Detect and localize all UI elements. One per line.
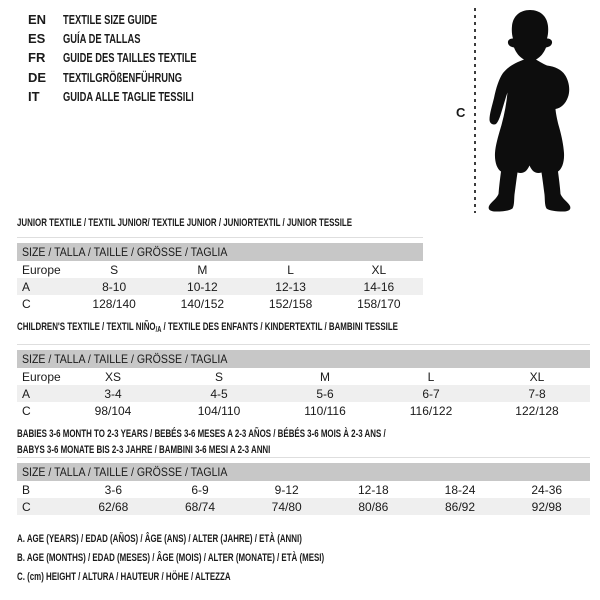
table-row bbox=[17, 261, 423, 278]
cell: M bbox=[320, 369, 330, 384]
cell: L bbox=[427, 369, 435, 384]
language-row-de bbox=[28, 68, 248, 87]
cell: 74/80 bbox=[271, 499, 302, 514]
cell: 12-13 bbox=[275, 279, 306, 294]
cell: 10-12 bbox=[187, 279, 218, 294]
junior-size-table bbox=[17, 237, 423, 312]
language-text: GUIDE DES TAILLES TEXTILE bbox=[63, 50, 197, 66]
table-row bbox=[17, 385, 590, 402]
cell: 14-16 bbox=[363, 279, 395, 294]
language-row-en bbox=[28, 10, 248, 29]
cell: L bbox=[287, 262, 294, 277]
baby-silhouette bbox=[485, 8, 575, 219]
table-header-bar bbox=[17, 463, 590, 481]
size-header-label: SIZE / TALLA / TAILLE / GRÖSSE / TAGLIA bbox=[22, 465, 228, 479]
cell: 3-6 bbox=[104, 482, 122, 497]
cell: 5-6 bbox=[316, 386, 334, 401]
cell: 8-10 bbox=[102, 279, 127, 294]
babies-section-title bbox=[17, 426, 529, 458]
height-dotted-line bbox=[474, 8, 476, 213]
babies-size-table bbox=[17, 457, 590, 515]
cell: 18-24 bbox=[444, 482, 476, 497]
row-label: B bbox=[22, 482, 31, 497]
babies-title-line1: BABIES 3-6 MONTH TO 2-3 YEARS / BEBÉS 3-6 MESES A 2-3 AÑOS / BÉBÉS 3-6 MOIS À 2-3 ANS / bbox=[17, 428, 386, 440]
language-text: GUIDA ALLE TAGLIE TESSILI bbox=[63, 88, 194, 104]
cell: XS bbox=[104, 369, 121, 384]
row-label: A bbox=[22, 279, 31, 294]
row-label: C bbox=[22, 296, 31, 311]
cell: 152/158 bbox=[268, 296, 313, 311]
cell: 9-12 bbox=[274, 482, 299, 497]
language-row-it bbox=[28, 87, 248, 106]
height-label-c: C bbox=[456, 105, 466, 120]
cell: 12-18 bbox=[358, 482, 389, 497]
children-title-text bbox=[17, 319, 398, 338]
cell: 6-9 bbox=[191, 482, 209, 497]
cell: 122/128 bbox=[515, 403, 559, 418]
row-label: C bbox=[22, 499, 31, 514]
table-header-bar bbox=[17, 350, 590, 368]
cell: 110/116 bbox=[304, 403, 346, 418]
cell: 128/140 bbox=[92, 296, 136, 311]
row-label: Europe bbox=[22, 262, 61, 277]
cell: 24-36 bbox=[531, 482, 563, 497]
language-row-fr bbox=[28, 48, 248, 67]
size-header-label: SIZE / TALLA / TAILLE / GRÖSSE / TAGLIA bbox=[22, 352, 228, 366]
cell: 68/74 bbox=[184, 499, 216, 514]
language-code: EN bbox=[28, 12, 47, 27]
table-row bbox=[17, 402, 590, 419]
cell: 158/170 bbox=[357, 296, 401, 311]
language-code: DE bbox=[28, 69, 47, 85]
babies-title-line2: BABYS 3-6 MONATE BIS 2-3 JAHRE / BAMBINI 3-6 MESI A 2-3 ANNI bbox=[17, 444, 271, 456]
legend-line-b: B. AGE (MONTHS) / EDAD (MESES) / ÂGE (MOIS) / ALTER (MONATE) / ETÀ (MESI) bbox=[17, 552, 325, 564]
baby-silhouette-icon bbox=[485, 8, 575, 214]
cell: 116/122 bbox=[409, 403, 453, 418]
row-label: Europe bbox=[22, 369, 61, 384]
language-code: IT bbox=[28, 88, 40, 104]
language-code: FR bbox=[28, 50, 46, 66]
measurement-legend bbox=[17, 530, 444, 587]
cell: XL bbox=[529, 369, 545, 384]
children-section-title bbox=[17, 319, 546, 338]
legend-line-c: C. (cm) HEIGHT / ALTURA / HAUTEUR / HÖHE / ALTEZZA bbox=[17, 571, 231, 583]
row-label: A bbox=[22, 386, 31, 401]
cell: 80/86 bbox=[358, 499, 389, 514]
row-label: C bbox=[22, 403, 31, 418]
children-title-subscript: /A bbox=[155, 325, 162, 334]
cell: 7-8 bbox=[528, 386, 546, 401]
cell: 92/98 bbox=[531, 499, 562, 514]
cell: S bbox=[214, 369, 223, 384]
children-size-table bbox=[17, 344, 590, 419]
language-code: ES bbox=[28, 31, 46, 47]
cell: 6-7 bbox=[422, 386, 440, 401]
table-row bbox=[17, 368, 590, 385]
language-list bbox=[28, 10, 248, 106]
junior-section-title bbox=[17, 215, 482, 231]
table-row bbox=[17, 295, 423, 312]
cell: S bbox=[110, 262, 119, 277]
language-text: TEXTILE SIZE GUIDE bbox=[63, 12, 158, 27]
cell: 140/152 bbox=[180, 296, 225, 311]
children-title-rest: / TEXTILE DES ENFANTS / KINDERTEXTIL / BAMBINI TESSILE bbox=[161, 321, 398, 333]
cell: 98/104 bbox=[94, 403, 132, 418]
cell: 104/110 bbox=[197, 403, 241, 418]
children-title-main: CHILDREN'S TEXTILE / TEXTIL NIÑO bbox=[17, 321, 156, 333]
table-row bbox=[17, 481, 590, 498]
language-text: TEXTILGRÖßENFÜHRUNG bbox=[63, 69, 183, 85]
cell: M bbox=[197, 262, 208, 277]
cell: 86/92 bbox=[445, 499, 476, 514]
cell: 3-4 bbox=[104, 386, 122, 401]
size-header-label: SIZE / TALLA / TAILLE / GRÖSSE / TAGLIA bbox=[22, 245, 228, 259]
table-header-bar bbox=[17, 243, 423, 261]
table-row bbox=[17, 498, 590, 515]
cell: XL bbox=[371, 262, 387, 277]
junior-title-text: JUNIOR TEXTILE / TEXTIL JUNIOR/ TEXTILE JUNIOR / JUNIORTEXTIL / JUNIOR TESSILE bbox=[17, 217, 353, 229]
cell: 62/68 bbox=[98, 499, 129, 514]
legend-line-a: A. AGE (YEARS) / EDAD (AÑOS) / ÂGE (ANS) / ALTER (JAHRE) / ETÀ (ANNI) bbox=[17, 533, 302, 545]
table-row bbox=[17, 278, 423, 295]
language-row-es bbox=[28, 29, 248, 48]
cell: 4-5 bbox=[210, 386, 228, 401]
language-text: GUÍA DE TALLAS bbox=[63, 31, 141, 47]
